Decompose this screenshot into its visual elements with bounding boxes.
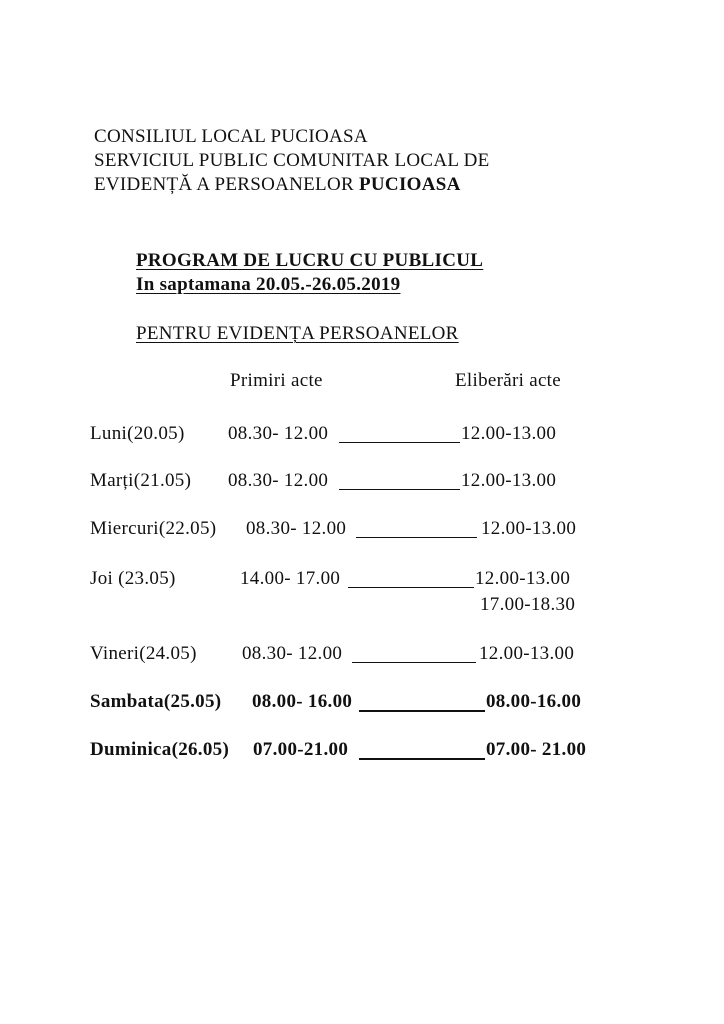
- day-label: Joi (23.05): [90, 568, 176, 589]
- column-release-header: Eliberări acte: [455, 370, 561, 391]
- leader-line: [339, 489, 460, 490]
- receive-time: 08.30- 12.00: [228, 470, 329, 491]
- receive-time: 08.00- 16.00: [252, 691, 353, 712]
- week-range: In saptamana 20.05.-26.05.2019: [136, 274, 401, 295]
- day-label: Sambata(25.05): [90, 691, 222, 712]
- leader-line: [359, 758, 485, 760]
- leader-line: [359, 710, 485, 712]
- leader-line: [356, 537, 477, 538]
- day-label: Marți(21.05): [90, 470, 192, 491]
- release-time: 12.00-13.00: [461, 470, 557, 491]
- release-time: 08.00-16.00: [486, 691, 582, 712]
- leader-line: [352, 662, 476, 663]
- day-label: Miercuri(22.05): [90, 518, 217, 539]
- receive-time: 08.30- 12.00: [228, 423, 329, 444]
- release-time: 12.00-13.00: [481, 518, 577, 539]
- release-time: 12.00-13.00: [475, 568, 571, 589]
- program-title: PROGRAM DE LUCRU CU PUBLICUL: [136, 250, 484, 271]
- receive-time: 14.00- 17.00: [240, 568, 341, 589]
- receive-time: 07.00-21.00: [253, 739, 349, 760]
- day-label: Duminica(26.05): [90, 739, 230, 760]
- release-time: 12.00-13.00: [461, 423, 557, 444]
- day-label: Luni(20.05): [90, 423, 185, 444]
- section-heading: PENTRU EVIDENȚA PERSOANELOR: [136, 323, 459, 344]
- service-name-prefix: EVIDENȚĂ A PERSOANELOR: [94, 174, 359, 195]
- leader-line: [348, 587, 474, 588]
- release-time: 12.00-13.00: [479, 643, 575, 664]
- receive-time: 08.30- 12.00: [246, 518, 347, 539]
- town-name: PUCIOASA: [359, 174, 461, 195]
- release-time-extra: 17.00-18.30: [480, 594, 576, 615]
- release-time: 07.00- 21.00: [486, 739, 587, 760]
- day-label: Vineri(24.05): [90, 643, 197, 664]
- council-name: CONSILIUL LOCAL PUCIOASA: [94, 126, 368, 147]
- service-name: SERVICIUL PUBLIC COMUNITAR LOCAL DE: [94, 150, 490, 171]
- column-receive-header: Primiri acte: [230, 370, 323, 391]
- receive-time: 08.30- 12.00: [242, 643, 343, 664]
- leader-line: [339, 442, 460, 443]
- service-name-continued: [94, 173, 461, 197]
